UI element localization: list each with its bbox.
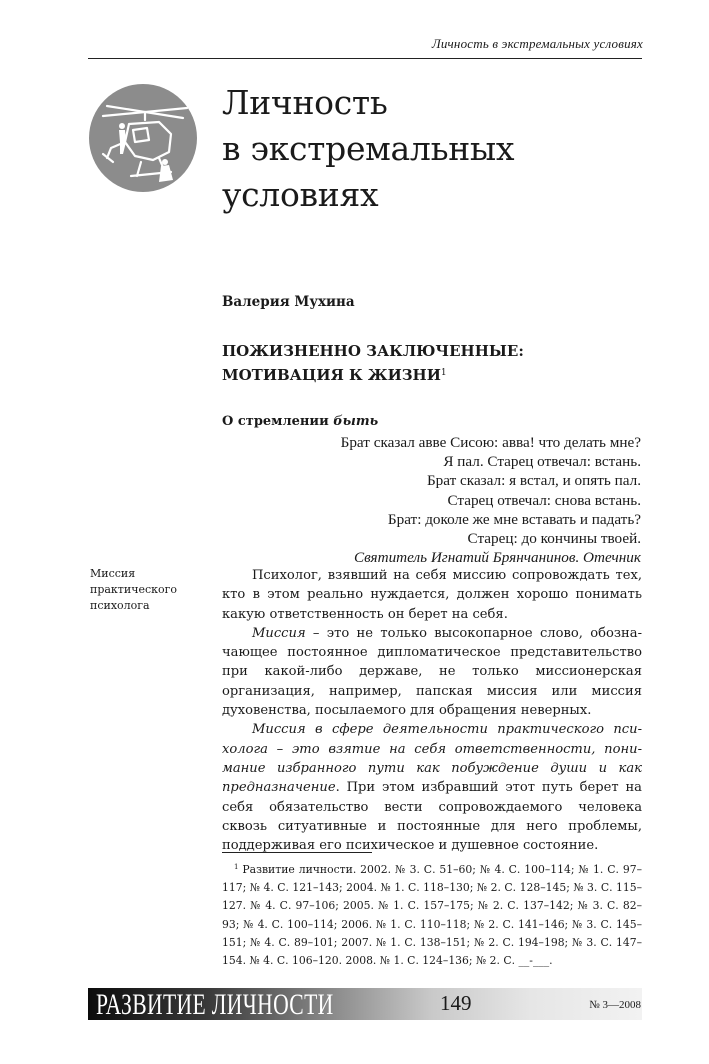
section-title-line: в экстремальных bbox=[222, 129, 515, 168]
body-paragraph bbox=[222, 720, 642, 855]
margin-note-line: Миссия bbox=[90, 567, 136, 580]
article-body bbox=[222, 566, 642, 855]
body-emphasis: Миссия в сфере деятельности практического психолога – это взятие на себя ответственности, понимание избранного пути как побуждение души и как предназначение bbox=[222, 722, 642, 796]
epigraph-source: Святитель Игнатий Брянчанинов. Отечник bbox=[354, 549, 641, 567]
body-paragraph: Психолог, взявший на себя миссию сопровождать тех, кто в этом реально нуждается, должен хорошо понимать какую ответственность он берет на себя. bbox=[222, 568, 642, 622]
section-title bbox=[222, 80, 514, 218]
section-title-line: условиях bbox=[222, 175, 379, 214]
epigraph-line: Старец отвечал: снова встань. bbox=[447, 491, 641, 509]
footnote bbox=[222, 858, 642, 970]
author-name: Валерия Мухина bbox=[222, 294, 355, 310]
subheading-emphasis: быть bbox=[333, 414, 379, 429]
body-emphasis: Миссия bbox=[252, 625, 306, 641]
helicopter-emblem-icon bbox=[89, 84, 197, 192]
epigraph-line: Старец: до кончины твоей. bbox=[467, 530, 641, 548]
header-rule bbox=[88, 58, 642, 59]
section-title-line: Личность bbox=[222, 83, 388, 122]
epigraph-line: Брат сказал авве Сисою: авва! что делать мне? bbox=[340, 434, 641, 451]
footnote-mark: 1 bbox=[234, 863, 239, 871]
article-title-text: МОТИВАЦИЯ К ЖИЗНИ bbox=[222, 366, 441, 384]
margin-note-line: психолога bbox=[90, 599, 150, 612]
issue-number: № 3—2008 bbox=[589, 999, 641, 1011]
article-title-line: ПОЖИЗНЕННО ЗАКЛЮЧЕННЫЕ: bbox=[222, 342, 524, 360]
epigraph-line: Брат сказал: я встал, и опять пал. bbox=[426, 472, 641, 490]
page-number: 149 bbox=[440, 991, 472, 1015]
body-text: – это не только высокопарное слово, обозначающее постоянное дипломатическое представительство при какой-либо державе, не только миссионерская организация, например, папская миссия или миссия духовенства, посылаемого для обращения неверных. bbox=[222, 625, 642, 719]
running-head: Личность в экстремальных условиях bbox=[431, 36, 643, 51]
epigraph-line: Брат: доколе же мне вставать и падать? bbox=[387, 510, 641, 528]
epigraph bbox=[222, 433, 641, 567]
footnote-text: Развитие личности. 2002. № 3. С. 51–60; № 4. С. 100–114; № 1. С. 97–117; № 4. С. 121–143; 2004. № 1. С. 118–130; № 2. С. 128–145; № 3. С. 115–127. № 4. С. 97–106; 2005. № 1. С. 157–175; № 2. С. 137–142; № 3. С. 82–93; № 4. С. 100–114; 2006. № 1. С. 110–118; № 2. С. 141–146; № 3. С. 145–151; № 4. С. 89–101; 2007. № 1. С. 138–151; № 2. С. 194–198; № 3. С. 147–154. № 4. С. 106–120. 2008. № 1. С. 124–136; № 2. С. __-___. bbox=[222, 863, 642, 968]
subheading bbox=[222, 414, 378, 429]
article-title-line bbox=[222, 362, 524, 386]
footnote-rule bbox=[222, 852, 372, 853]
body-text: . При этом избравший этот путь берет на себя обязательство вести сопровождаемого человека сквозь ситуативные и постоянные для него проблемы, поддерживая его психическое и душевное состояние. bbox=[222, 780, 642, 854]
subheading-prefix: О стремлении bbox=[222, 414, 329, 429]
margin-note-line: практического bbox=[90, 583, 178, 596]
footnote-reference[interactable]: 1 bbox=[440, 368, 447, 378]
article-title bbox=[222, 340, 524, 386]
journal-name: РАЗВИТИЕ ЛИЧНОСТИ bbox=[96, 988, 334, 1021]
margin-note bbox=[90, 566, 200, 614]
epigraph-line: Я пал. Старец отвечал: встань. bbox=[443, 453, 641, 471]
body-paragraph bbox=[222, 624, 642, 720]
